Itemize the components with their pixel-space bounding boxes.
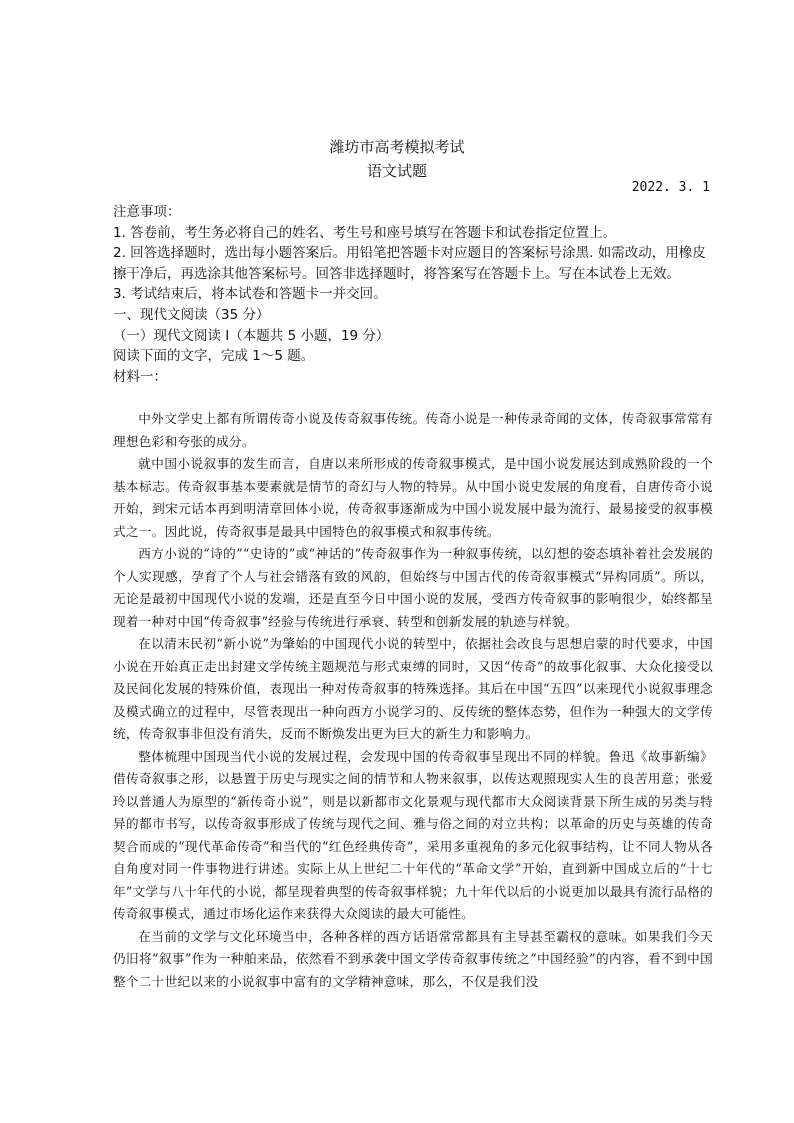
notice-heading: 注意事项： <box>113 204 181 220</box>
sub-section-heading: （一）现代文阅读 I（本题共 5 小题，19 分） <box>113 327 390 344</box>
material-paragraph: 西方小说的“诗的”“史诗的”或“神话的”传奇叙事作为一种叙事传统，以幻想的姿态填补着社会发展的个人实现感，孕育了个人与社会错落有致的风韵，但始终与中国古代的传奇叙事模式“异构同质”。所以，无论是最初中国现代小说的发端，还是直至今日中国小说的发展，受西方传奇叙事的影响很少，始终都呈现着一种对中国“传奇叙事”经验与传统进行承衰、转型和创新发展的轨迹与样貌。 <box>113 546 713 629</box>
material-paragraph: 就中国小说叙事的发生而言，自唐以来所形成的传奇叙事模式，是中国小说发展达到成熟阶段的一个基本标志。传奇叙事基本要素就是情节的奇幻与人物的特异。从中国小说史发展的角度看，自唐传奇小说开始，到宋元话本再到明清章回体小说，传奇叙事逐渐成为中国小说发展中最为流行、最易接受的叙事模式之一。因此说，传奇叙事是最具中国特色的叙事模式和叙事传统。 <box>113 456 713 539</box>
exam-date: 2022. 3. 1 <box>631 180 710 195</box>
notice-item-3: 3. 考试结束后，将本试卷和答题卡一并交回。 <box>113 286 387 303</box>
front-matter <box>113 202 713 387</box>
material-paragraph: 在以清末民初“新小说”为肇始的中国现代小说的转型中，依据社会改良与思想启蒙的时代要求，中国小说在开始真正走出封建文学传统主题规范与形式束缚的同时，又因“传奇”的故事化叙事、大众化接受以及民间化发展的特殊价值，表现出一种对传奇叙事的特殊选择。其后在中国“五四”以来现代小说叙事理念及模式确立的过程中，尽管表现出一种向西方小说学习的、反传统的整体态势，但作为一种强大的文学传统，传奇叙事非但没有消失，反而不断焕发出更为巨大的新生力和影响力。 <box>113 636 713 741</box>
material-paragraph: 中外文学史上都有所谓传奇小说及传奇叙事传统。传奇小说是一种传录奇闻的文体，传奇叙事常常有理想色彩和夸张的成分。 <box>113 411 713 449</box>
notice-item-2: 2. 回答选择题时，选出每小题答案后。用铅笔把答题卡对应题目的答案标号涂黑. 如需改动，用橡皮擦干净后，再选涂其他答案标号。回答非选择题时，将答案写在答题卡上。写在本试卷上无效。 <box>113 245 706 282</box>
reading-instruction: 阅读下面的文字，完成 1～5 题。 <box>113 348 315 365</box>
section-heading: 一、现代文阅读（35 分） <box>113 306 270 323</box>
exam-subtitle: 语文试题 <box>366 162 427 180</box>
material-paragraph: 在当前的文学与文化环境当中，各种各样的西方话语常常都具有主导甚至霸权的意味。如果我们今天仍旧将“叙事”作为一种舶来品，依然看不到承袭中国文学传奇叙事传统之“中国经验”的内容，看不到中国整个二十世纪以来的小说叙事中富有的文学精神意味，那么，不仅是我们没 <box>113 928 713 989</box>
material-label: 材料一： <box>113 368 167 385</box>
exam-title: 潍坊市高考模拟考试 <box>329 138 465 156</box>
material-paragraph: 整体梳理中国现当代小说的发展过程，会发现中国的传奇叙事呈现出不同的样貌。鲁迅《故事新编》借传奇叙事之形，以悬置于历史与现实之间的情节和人物来叙事，以传达观照现实人生的良苦用意；张爱玲以普通人为原型的“新传奇小说”，则是以新都市文化景观与现代都市大众阅读背景下所生成的另类与特异的都市书写，以传奇叙事形成了传统与现代之间、雅与俗之间的对立共构；以革命的历史与英雄的传奇契合而成的“现代革命传奇”和当代的“红色经典传奇”，采用多重视角的多元化叙事结构，让不同人物从各自角度对同一件事物进行讲述。实际上从上世纪二十年代的“革命文学”开始，直到新中国成立后的“十七年”文学与八十年代的小说，都呈现着典型的传奇叙事样貌；九十年代以后的小说更加以最具有流行品格的传奇叙事模式，通过市场化运作来获得大众阅读的最大可能性。 <box>113 748 713 921</box>
notice-item-1: 1. 答卷前，考生务必将自己的姓名、考生号和座号填写在答题卡和试卷指定位置上。 <box>113 224 617 241</box>
material-text <box>113 408 713 993</box>
